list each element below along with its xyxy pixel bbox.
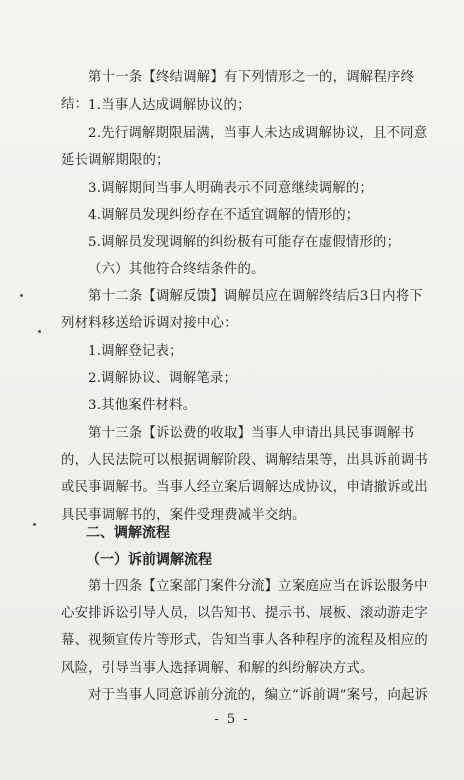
article-14-continuation: 对于当事人同意诉前分流的，编立“诉前调”案号，向起诉 (88, 688, 429, 703)
article-12-item-3: 3.其他案件材料。 (88, 398, 197, 413)
article-11-item-2: 2.先行调解期限届满，当事人未达成调解协议，且不同意延长调解期限的； (61, 126, 428, 169)
article-14-text: 第十四条【立案部门案件分流】立案庭应当在诉讼服务中心安排诉讼引导人员，以告知书、提示书、展板、滚动游走字幕、视频宣传片等形式，告知当事人各种程序的流程及相应的风险，引导当事人选择调解、和解的纠纷解决方式。 (61, 579, 428, 676)
scan-speck (33, 523, 36, 526)
article-13-text: 第十三条【诉讼费的收取】当事人申请出具民事调解书的，人民法院可以根据调解阶段、调解结果等，出具诉前调书或民事调解书。当事人经立案后调解达成协议，申请撤诉或出具民事调解书的，案件受理费减半交纳。 (61, 426, 428, 523)
article-12-item-1: 1.调解登记表； (88, 344, 183, 359)
article-11-item-1: 1.当事人达成调解协议的； (88, 98, 251, 113)
article-11-item-6: （六）其他符合终结条件的。 (88, 262, 265, 277)
subsection-heading: （一）诉前调解流程 (86, 552, 212, 568)
article-11-title: 第十一条【终结调解】有下列情形之一的，调解程序终结： (61, 70, 415, 113)
section-heading: 二、调解流程 (86, 525, 170, 541)
scan-speck (38, 330, 41, 333)
article-11-item-4: 4.调解员发现纠纷存在不适宜调解的情形的； (88, 208, 360, 223)
article-12-item-2: 2.调解协议、调解笔录； (88, 371, 238, 386)
article-12-text: 第十二条【调解反馈】调解员应在调解终结后3日内将下列材料移送给诉调对接中心： (61, 289, 423, 332)
page-number: - 5 - (214, 712, 250, 727)
article-11-item-3: 3.调解期间当事人明确表示不同意继续调解的； (88, 181, 373, 196)
article-11-item-5: 5.调解员发现调解的纠纷极有可能存在虚假情形的； (88, 235, 401, 250)
scan-speck (20, 294, 23, 297)
